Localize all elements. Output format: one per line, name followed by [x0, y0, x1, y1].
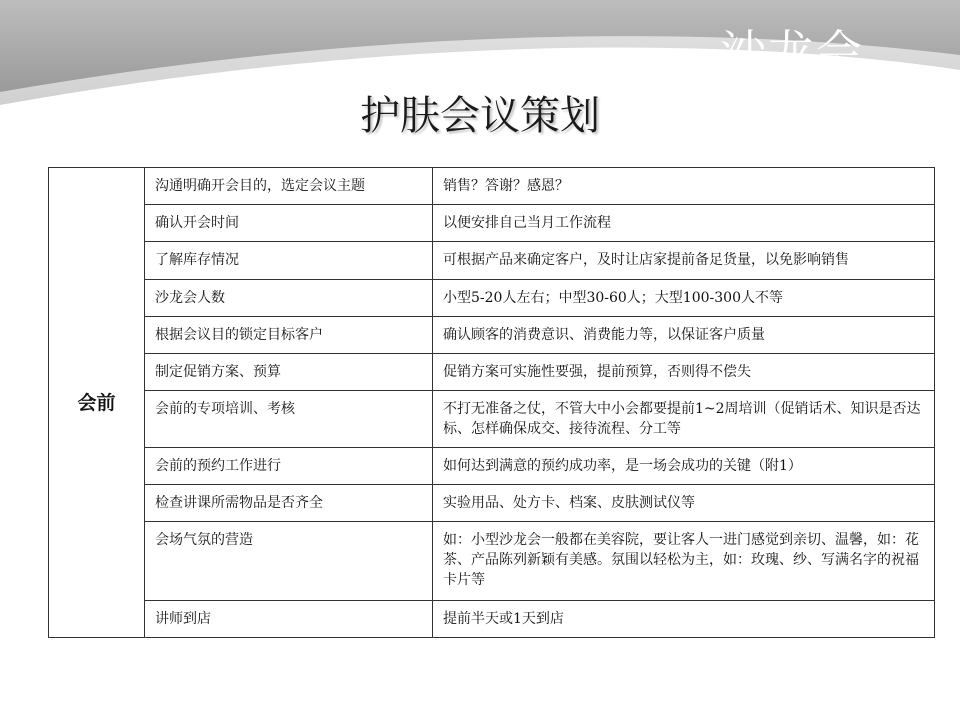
detail-cell: 如：小型沙龙会一般都在美容院，要让客人一进门感觉到亲切、温馨，如：花茶、产品陈列新颖有美感。氛围以轻松为主，如：玫瑰、纱、写满名字的祝福卡片等 — [433, 522, 935, 601]
detail-cell: 可根据产品来确定客户，及时让店家提前备足货量，以免影响销售 — [433, 242, 935, 280]
task-cell: 讲师到店 — [145, 601, 433, 638]
task-cell: 会前的预约工作进行 — [145, 448, 433, 485]
detail-cell: 不打无准备之仗，不管大中小会都要提前1~2周培训（促销话术、知识是否达标、怎样确保成交、接待流程、分工等 — [433, 391, 935, 448]
table-row — [49, 205, 935, 242]
table-row — [49, 601, 935, 638]
table-row — [49, 168, 935, 205]
phase-label: 会前 — [49, 168, 145, 638]
task-cell: 检查讲课所需物品是否齐全 — [145, 485, 433, 522]
detail-cell: 小型5-20人左右；中型30-60人；大型100-300人不等 — [433, 280, 935, 317]
table-row — [49, 354, 935, 391]
detail-cell: 实验用品、处方卡、档案、皮肤测试仪等 — [433, 485, 935, 522]
detail-cell: 确认顾客的消费意识、消费能力等，以保证客户质量 — [433, 317, 935, 354]
task-cell: 制定促销方案、预算 — [145, 354, 433, 391]
task-cell: 确认开会时间 — [145, 205, 433, 242]
table-row — [49, 391, 935, 448]
task-cell: 沟通明确开会目的，选定会议主题 — [145, 168, 433, 205]
planning-table — [48, 167, 935, 638]
table-row — [49, 485, 935, 522]
task-cell: 了解库存情况 — [145, 242, 433, 280]
task-cell: 会前的专项培训、考核 — [145, 391, 433, 448]
task-cell: 会场气氛的营造 — [145, 522, 433, 601]
detail-cell: 销售？答谢？感恩？ — [433, 168, 935, 205]
task-cell: 根据会议目的锁定目标客户 — [145, 317, 433, 354]
page-title: 护肤会议策划 — [360, 93, 600, 139]
table-row — [49, 242, 935, 280]
detail-cell: 促销方案可实施性要强，提前预算，否则得不偿失 — [433, 354, 935, 391]
table-row — [49, 280, 935, 317]
detail-cell: 提前半天或1天到店 — [433, 601, 935, 638]
table-row — [49, 448, 935, 485]
brand-logo-text: 沙龙会 — [720, 25, 864, 79]
table-row — [49, 522, 935, 601]
detail-cell: 如何达到满意的预约成功率，是一场会成功的关键（附1） — [433, 448, 935, 485]
task-cell: 沙龙会人数 — [145, 280, 433, 317]
table-row — [49, 317, 935, 354]
detail-cell: 以便安排自己当月工作流程 — [433, 205, 935, 242]
